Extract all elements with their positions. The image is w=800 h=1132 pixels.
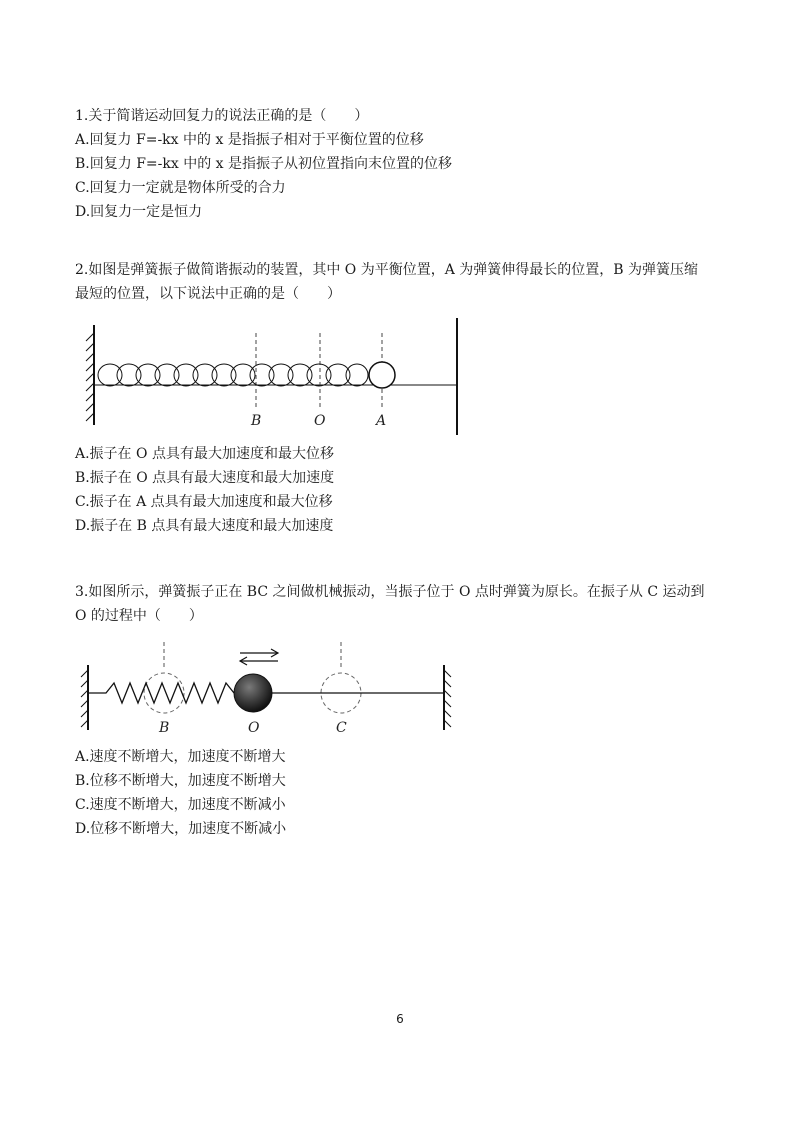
question-1-stem: 1.关于简谐运动回复力的说法正确的是（ ）	[75, 108, 369, 124]
left-wall-hatching	[81, 670, 88, 727]
label-o: O	[248, 720, 260, 736]
question-2-options	[75, 442, 334, 538]
question-2-option-a: A.振子在 O 点具有最大加速度和最大位移	[75, 446, 334, 462]
question-1-option-b: B.回复力 F=-kx 中的 x 是指振子从初位置指向末位置的位移	[75, 156, 452, 172]
question-2-option-c: C.振子在 A 点具有最大加速度和最大位移	[75, 494, 333, 510]
label-b: B	[251, 413, 262, 429]
label-b: B	[159, 720, 170, 736]
oscillator-ball	[369, 362, 395, 388]
question-1	[75, 104, 715, 224]
oscillator-ball	[234, 674, 272, 712]
page-number: 6	[396, 1012, 404, 1026]
question-3-option-b: B.位移不断增大，加速度不断增大	[75, 773, 286, 789]
question-1-option-a: A.回复力 F=-kx 中的 x 是指振子相对于平衡位置的位移	[75, 132, 424, 148]
question-2-stem-line-2: 最短的位置，以下说法中正确的是（ ）	[75, 286, 341, 302]
question-1-option-d: D.回复力一定是恒力	[75, 204, 203, 220]
question-2-stem-line-1: 2.如图是弹簧振子做简谐振动的装置，其中 O 为平衡位置，A 为弹簧伸得最长的位置，B 为弹簧压缩	[75, 262, 699, 278]
spring-oscillator-figure-1	[80, 315, 480, 440]
question-3-option-d: D.位移不断增大，加速度不断减小	[75, 821, 287, 837]
wall-hatching	[86, 333, 94, 421]
motion-arrows-icon	[240, 649, 278, 665]
zigzag-spring	[88, 683, 235, 703]
question-3-option-a: A.速度不断增大，加速度不断增大	[75, 749, 286, 765]
label-o: O	[314, 413, 326, 429]
question-3-stem-line-1: 3.如图所示，弹簧振子正在 BC 之间做机械振动，当振子位于 O 点时弹簧为原长。在振子从 C 运动到	[75, 584, 705, 600]
question-3-options	[75, 745, 286, 841]
question-2-option-b: B.振子在 O 点具有最大速度和最大加速度	[75, 470, 335, 486]
question-1-option-c: C.回复力一定就是物体所受的合力	[75, 180, 286, 196]
question-3-stem-line-2: O 的过程中（ ）	[75, 608, 203, 624]
right-wall-hatching	[444, 670, 451, 727]
question-3	[75, 580, 715, 628]
coil-spring	[98, 364, 368, 386]
question-2-option-d: D.振子在 B 点具有最大速度和最大加速度	[75, 518, 334, 534]
question-3-option-c: C.速度不断增大，加速度不断减小	[75, 797, 286, 813]
label-a: A	[376, 413, 387, 429]
spring-oscillator-figure-2	[78, 640, 468, 740]
question-2	[75, 258, 715, 306]
label-c: C	[336, 720, 347, 736]
